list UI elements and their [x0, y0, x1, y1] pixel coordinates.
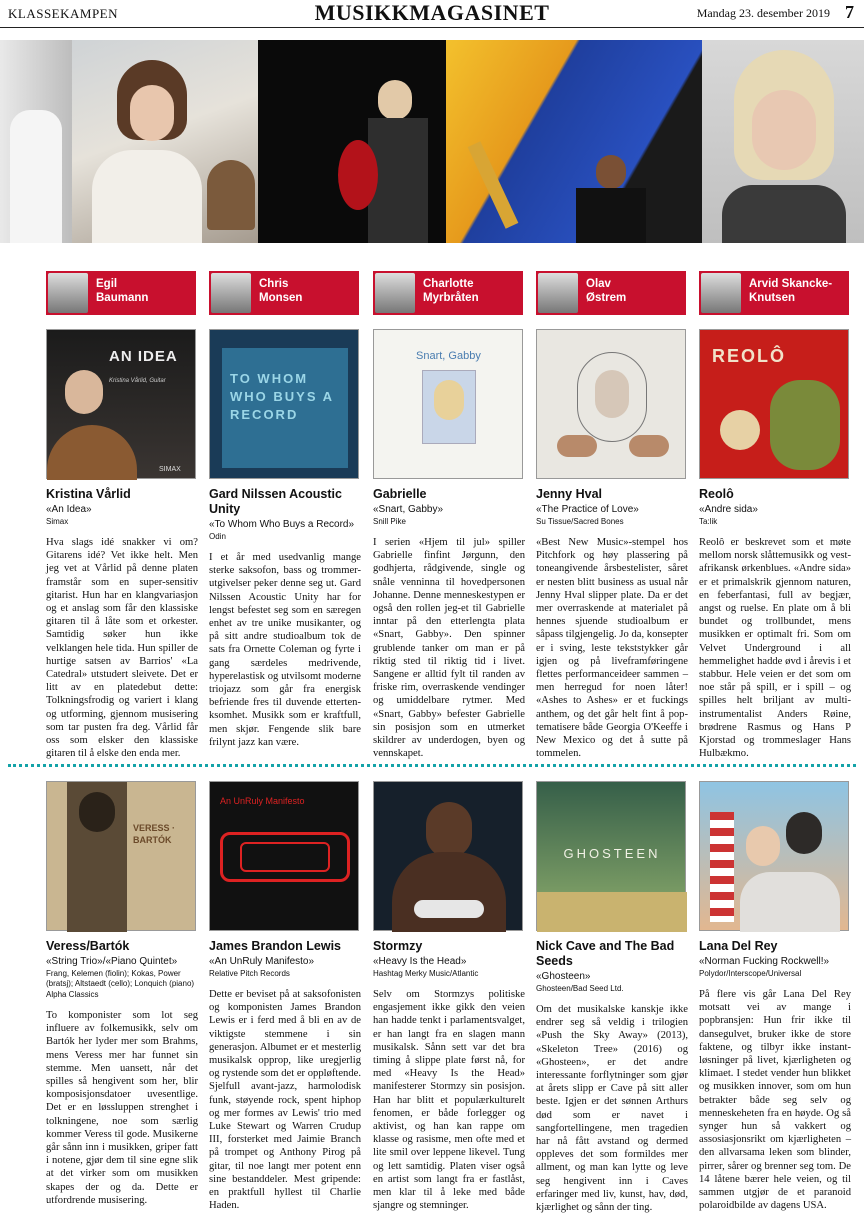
paper-name: KLASSEKAMPEN: [8, 6, 119, 21]
review-text: Selv om Stormzys politiske engasjement ikke gikk den veien han hadde tenkt i parlamentsvalget, er han langt fra en slagen mann musikalsk. Sånn sett var det bra timing å slippe plate først nå, for med «Heavy Is the Head» manifesterer Stormzy sin posisjon. Han har blitt et populærkulturelt fenomen, er både forlegger og aktivist, og han kan rappe om klasse og rasisme, men ofte med et lite smil over leppene likevel. Tung og lett samtidig. Platen viser også en artist som langt fra er fastlåst, men klar til å leke med både sjangre og stemninger.: [373, 989, 525, 1212]
review-text: Reolô er beskrevet som et møte mellom norsk slåttemusikk og vest-afrikansk ørkenblues. «Andre sida» er et primalskrik gjennom naturen, en feberfantasi, full av begjær, angst og ruelse. En plate om å bli bundet og trollbundet, mens musikken er optimalt fri. Som om Velvet Underground i all hemmelighet hadde øvd i årevis i et stabbur. Hele veien er det som om noe står på spill, er i spill – og spilles helt briljant av multi-instrumentalist Anders Røine, brødrene Rasmus og Hans P Kjorstad og trommeslager Hans Hulbækmo.: [699, 537, 851, 760]
critic-avatar: [211, 273, 251, 313]
critic-tag: [373, 271, 523, 315]
review-card: [699, 781, 851, 1212]
review-card: [699, 329, 851, 789]
review-label: Alpha Classics: [46, 990, 99, 999]
review-card: [373, 329, 525, 789]
review-label: Odin: [209, 532, 226, 541]
review-label: Ghosteen/Bad Seed Ltd.: [536, 984, 624, 993]
album-cover: [209, 329, 359, 479]
section-title: MUSIKKMAGASINET: [314, 0, 550, 25]
review-album: «To Whom Who Buys a Record»: [209, 519, 355, 530]
review-text: Dette er beviset på at saksofonisten og komponisten James Brandon Lewis er i ferd med å bli en av de viktigste stemmene i sin generasjon. Albumet er et mesterlig musikalsk opprop, like uregjerlig og rystende som det er oppløftende. Sjelfull avant-jazz, harmolodisk funk, støyende rock, spent hiphop og mer formes av Lewis' trio med Luke Stewart og Warren Crudup III, forsterket med Jaimie Branch på trompet og Anthony Pirog på gitar, til noe langt mer potent enn sine bestanddeler. Mest gripende: en praktfull hyllest til Charlie Haden.: [209, 989, 361, 1212]
album-cover: [373, 329, 523, 479]
cover-title: AN IDEA: [109, 348, 178, 365]
album-cover: [373, 781, 523, 931]
album-cover: [699, 329, 849, 479]
review-artist: Gabrielle: [373, 487, 427, 501]
review-album: «An UnRuly Manifesto»: [209, 956, 315, 967]
critic-tag: [46, 271, 196, 315]
review-card: [373, 781, 525, 1212]
album-cover: [209, 781, 359, 931]
cover-subtitle: Kristina Vårlid, Guitar: [109, 378, 166, 384]
page-number: 7: [845, 2, 854, 22]
review-text: På flere vis går Lana Del Rey motsatt vei av mange i popbransjen: Hun frir ikke til dansegulvet, bruker ikke de store faktene, og tilbyr ikke instant-løsninger på livet, kjærligheten og klimaet. I stedet vender hun blikket og musikken innover, som om hun betrakter både seg selv og menneskeheten fra en høyde. Og så synger hun så vakkert og assosiasjonsrikt om kjærligheten – den allvarsama leken som blinder, pirrer, sårer og brenner seg tom. De 14 låtene bærer hele veien, og til sammen utgjør de et paranoid polaroidbilde av dagens USA.: [699, 989, 851, 1212]
critic-avatar: [538, 273, 578, 313]
cover-title: TO WHOM WHO BUYS A RECORD: [230, 371, 334, 422]
cover-brand: SIMAX: [159, 466, 181, 473]
review-label: Simax: [46, 517, 69, 526]
review-artist: Stormzy: [373, 939, 423, 953]
review-credits: Frang, Kelemen (fiolin); Kokas, Power (bratsj); Altstaedt (cello); Lonquich (piano): [46, 969, 195, 988]
review-artist: Kristina Vårlid: [46, 487, 131, 501]
review-text: I et år med usedvanlig mange sterke saksofon, bass og trommer-utgivelser peker denne seg ut. Gard Nilssen Acoustic Unity har for lengst befestet seg som en særegen enhet av tre unike musikanter, og på sitt andre studioalbum tok de sats fra Ornette Coleman og fyrte i gang særdeles medrivende, hyperelastisk og utvilsomt moderne triojazz som går fra energisk befriende fres til duvende etterten-ksomhet. Musikk som er kraftfull, men skjør. Fengende slik bare frilynt jazz kan være.: [209, 552, 361, 748]
review-text: To komponister som lot seg influere av folkemusikk, selv om Bartók her lyder mer som Brahms, mens Veress mer har funnet sin stemme. Men uansett, når det spilles så hengivent som her, blir komposisjonsdatoer uvesentlige. Det er en løssluppen strenghet i tolkningene, noe som særlig kommer Veress til gode. Musikerne går sånn inn i musikken, griper fatt i notene, gjør dem til sine egne slik at det virker som om musikken skapes der og da. Dette er utfordrende musisering.: [46, 1010, 198, 1206]
review-card: [536, 781, 688, 1214]
review-card: [46, 329, 198, 789]
critic-tag: [699, 271, 849, 315]
critic-avatar: [701, 273, 741, 313]
review-card: [46, 781, 198, 1206]
cover-title: GHOSTEEN: [563, 846, 661, 861]
review-card: [209, 781, 361, 1212]
critic-name: Arvid Skancke- Knutsen: [749, 278, 833, 304]
cover-title: VERESS · BARTÓK: [133, 823, 176, 845]
review-album: «Andre sida»: [699, 504, 758, 515]
review-label: Su Tissue/Sacred Bones: [536, 517, 624, 526]
critic-name: Olav Østrem: [586, 278, 627, 304]
critic-avatar: [375, 273, 415, 313]
review-text: Hva slags idé snakker vi om? Gitarens idé? Vet ikke helt. Men jeg vet at Vårlid på denne platen framstår som en super-sensitiv gitarist. Hun har en klangvariasjon og et anslag som får den klassiske gitaren til å låte som et orkester. Samtidig søker hun ikke velklangen hele tida. Hun spiller de hurtige satsen av Barrios' «La Catedral» utstudert sleivete. Det er litt av en platedebut dette: Tolkningsfrodig og variert i klang og utforming, gjennom musisering som tar pusten fra deg. Vårlid får oss som elsker den klassiske gitaren til å elske den enda mer.: [46, 537, 198, 760]
critic-tag: [536, 271, 686, 315]
photo-performer: [258, 40, 446, 243]
photo-artist-1: [0, 40, 72, 243]
section-divider: [8, 764, 856, 767]
review-label: Polydor/Interscope/Universal: [699, 969, 802, 978]
review-artist: Veress/Bartók: [46, 939, 130, 953]
album-cover: [46, 781, 196, 931]
review-album: «Heavy Is the Head»: [373, 956, 467, 967]
review-card: [209, 329, 361, 789]
review-artist: Lana Del Rey: [699, 939, 778, 953]
review-album: «Ghosteen»: [536, 971, 591, 982]
review-album: «String Trio»/«Piano Quintet»: [46, 956, 178, 967]
review-album: «The Practice of Love»: [536, 504, 639, 515]
critic-tag: [209, 271, 359, 315]
review-label: Hashtag Merky Music/Atlantic: [373, 969, 479, 978]
album-cover: [46, 329, 196, 479]
photo-portrait: [702, 40, 864, 243]
cover-title: Snart, Gabby: [416, 350, 481, 362]
review-album: «Norman Fucking Rockwell!»: [699, 956, 830, 967]
critic-avatar: [48, 273, 88, 313]
review-text: I serien «Hjem til jul» spiller Gabrielle finfint Jørgunn, den godhjerta, rådgivende, single og snåle venninna til hovedpersonen Johanne. Denne menneskestypen er også den rollen jeg-et til Gabrielle inntar på den etterlengta plata «Snart, Gabby». Den spinner grublende tanker om man er på riktig sted til riktig tid i livet. Sangene er alltid fylt til randen av friske rim, overraskende vendinger og umiddelbare rytmer. Med «Snart, Gabby» befester Gabrielle sin posisjon som en utmerket skildrer av underdogen, byen og vennskapet.: [373, 537, 525, 760]
review-artist: Jenny Hval: [536, 487, 603, 501]
review-label: Snill Pike: [373, 517, 406, 526]
review-text: «Best New Music»-stempel hos Pitchfork og høy plassering på toneangivende årsbestelister, såret er nesten blitt business as usual når Jenny Hval slipper plate. Da er det mer overraskende at materialet på hennes sjuende studioalbum er såpass tilgjengelig. Jo da, konsepter er i sving, leste tekststykker går igjen og på liveframføringene flettes performanceideer sammen – men herregud for noen låter! «Ashes to Ashes» er et fuckings anthem, og det går helt fint å pop-tematisere både Georgia O'Keeffe i New Mexico og det å sutte på tommelen.: [536, 537, 688, 760]
photo-saxophonist: [446, 40, 702, 243]
critic-name: Chris Monsen: [259, 278, 303, 304]
critics-bar: [0, 271, 864, 315]
photo-strip: [0, 40, 864, 243]
cover-title: An UnRuly Manifesto: [220, 796, 305, 806]
review-card: [536, 329, 688, 789]
critic-name: Charlotte Myrbråten: [423, 278, 479, 304]
review-artist: Reolô: [699, 487, 734, 501]
masthead: [0, 0, 864, 28]
review-text: Om det musikalske kanskje ikke endrer seg så veldig i trilogien «Push the Sky Away» (2013), «Skeleton Tree» (2016) og «Ghosteen», er det andre interessante forflytninger som gjør at årets slipp er Cave på sitt aller beste. Igjen er det sønnen Arthurs død som er navet i sangfortellingene, men tragedien har nå fått avstand og dermed oppleves det som formildes mer allment, og man kan lytte og leve seg hengivent inn i Caves erfaringer med liv, kunst, hav, død, kjærlighet og sånn der ting.: [536, 1004, 688, 1214]
review-artist: James Brandon Lewis: [209, 939, 341, 953]
review-album: «An Idea»: [46, 504, 92, 515]
review-label: Ta:lik: [699, 517, 718, 526]
review-artist: Nick Cave and The Bad Seeds: [536, 939, 675, 968]
issue-date: Mandag 23. desember 2019: [696, 6, 830, 20]
review-album: «Snart, Gabby»: [373, 504, 444, 515]
photo-lana-del-rey: [72, 40, 258, 243]
cover-title: REOLÔ: [712, 346, 787, 366]
album-cover: [536, 781, 686, 931]
album-cover: [536, 329, 686, 479]
review-label: Relative Pitch Records: [209, 969, 290, 978]
album-cover: [699, 781, 849, 931]
review-artist: Gard Nilssen Acoustic Unity: [209, 487, 342, 516]
critic-name: Egil Baumann: [96, 278, 149, 304]
